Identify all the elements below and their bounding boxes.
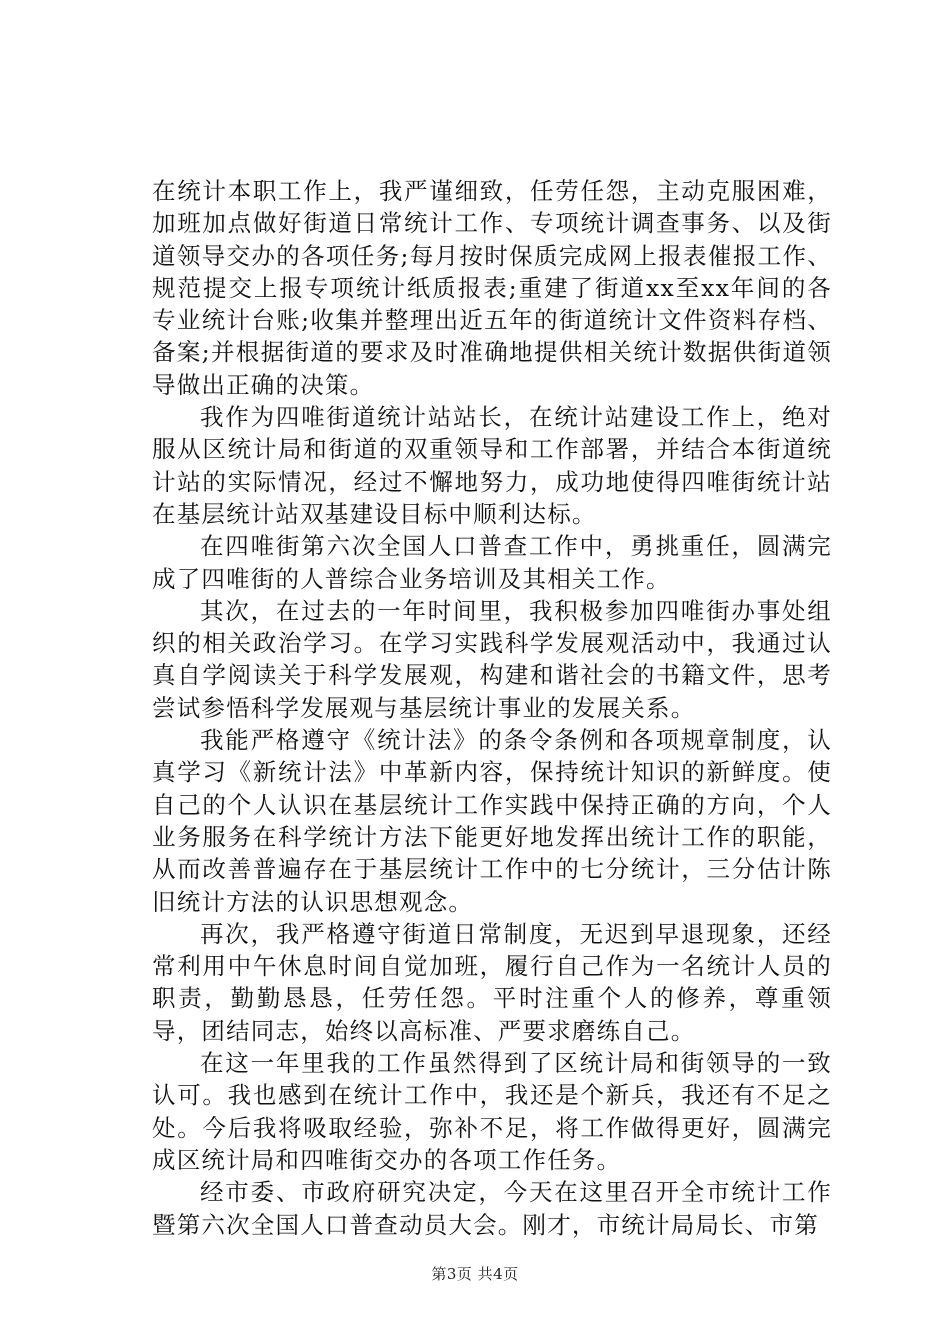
page-number-footer: 第3页 共4页 xyxy=(431,1265,519,1283)
paragraph-discipline: 再次，我严格遵守街道日常制度，无迟到早退现象，还经常利用中午休息时间自觉加班，履行自己作为一名统计人员的职责，勤勤恳恳，任劳任怨。平时注重个人的修养，尊重领导，团结同志，始终以高标准、严要求磨练自己。 xyxy=(152,919,832,1045)
paragraph-statistics-duties: 在统计本职工作上，我严谨细致，任劳任怨，主动克服困难，加班加点做好街道日常统计工作、专项统计调查事务、以及街道领导交办的各项任务;每月按时保质完成网上报表催报工作、规范提交上报专项统计纸质报表;重建了街道xx至xx年间的各专业统计台账;收集并整理出近五年的街道统计文件资料存档、备案;并根据街道的要求及时准确地提供相关统计数据供街道领导做出正确的决策。 xyxy=(152,177,832,399)
document-body xyxy=(152,175,832,1241)
paragraph-census-work: 在四唯街第六次全国人口普查工作中，勇挑重任，圆满完成了四唯街的人普综合业务培训及其相关工作。 xyxy=(152,532,832,593)
paragraph-statistics-law: 我能严格遵守《统计法》的条令条例和各项规章制度，认真学习《新统计法》中革新内容，保持统计知识的新鲜度。使自己的个人认识在基层统计工作实践中保持正确的方向，个人业务服务在科学统计方法下能更好地发挥出统计工作的职能，从而改善普遍存在于基层统计工作中的七分统计，三分估计陈旧统计方法的认识思想观念。 xyxy=(152,726,832,916)
paragraph-conference-opening: 经市委、市政府研究决定，今天在这里召开全市统计工作暨第六次全国人口普查动员大会。刚才，市统计局局长、市第 xyxy=(152,1178,832,1239)
paragraph-year-summary: 在这一年里我的工作虽然得到了区统计局和街领导的一致认可。我也感到在统计工作中，我还是个新兵，我还有不足之处。今后我将吸取经验，弥补不足，将工作做得更好，圆满完成区统计局和四唯街交办的各项工作任务。 xyxy=(152,1049,832,1174)
paragraph-station-chief: 我作为四唯街道统计站站长，在统计站建设工作上，绝对服从区统计局和街道的双重领导和工作部署，并结合本街道统计站的实际情况，经过不懈地努力，成功地使得四唯街统计站在基层统计站双基建设目标中顺利达标。 xyxy=(152,403,832,528)
paragraph-political-study: 其次，在过去的一年时间里，我积极参加四唯街办事处组织的相关政治学习。在学习实践科学发展观活动中，我通过认真自学阅读关于科学发展观，构建和谐社会的书籍文件，思考尝试参悟科学发展观与基层统计事业的发展关系。 xyxy=(152,596,832,722)
